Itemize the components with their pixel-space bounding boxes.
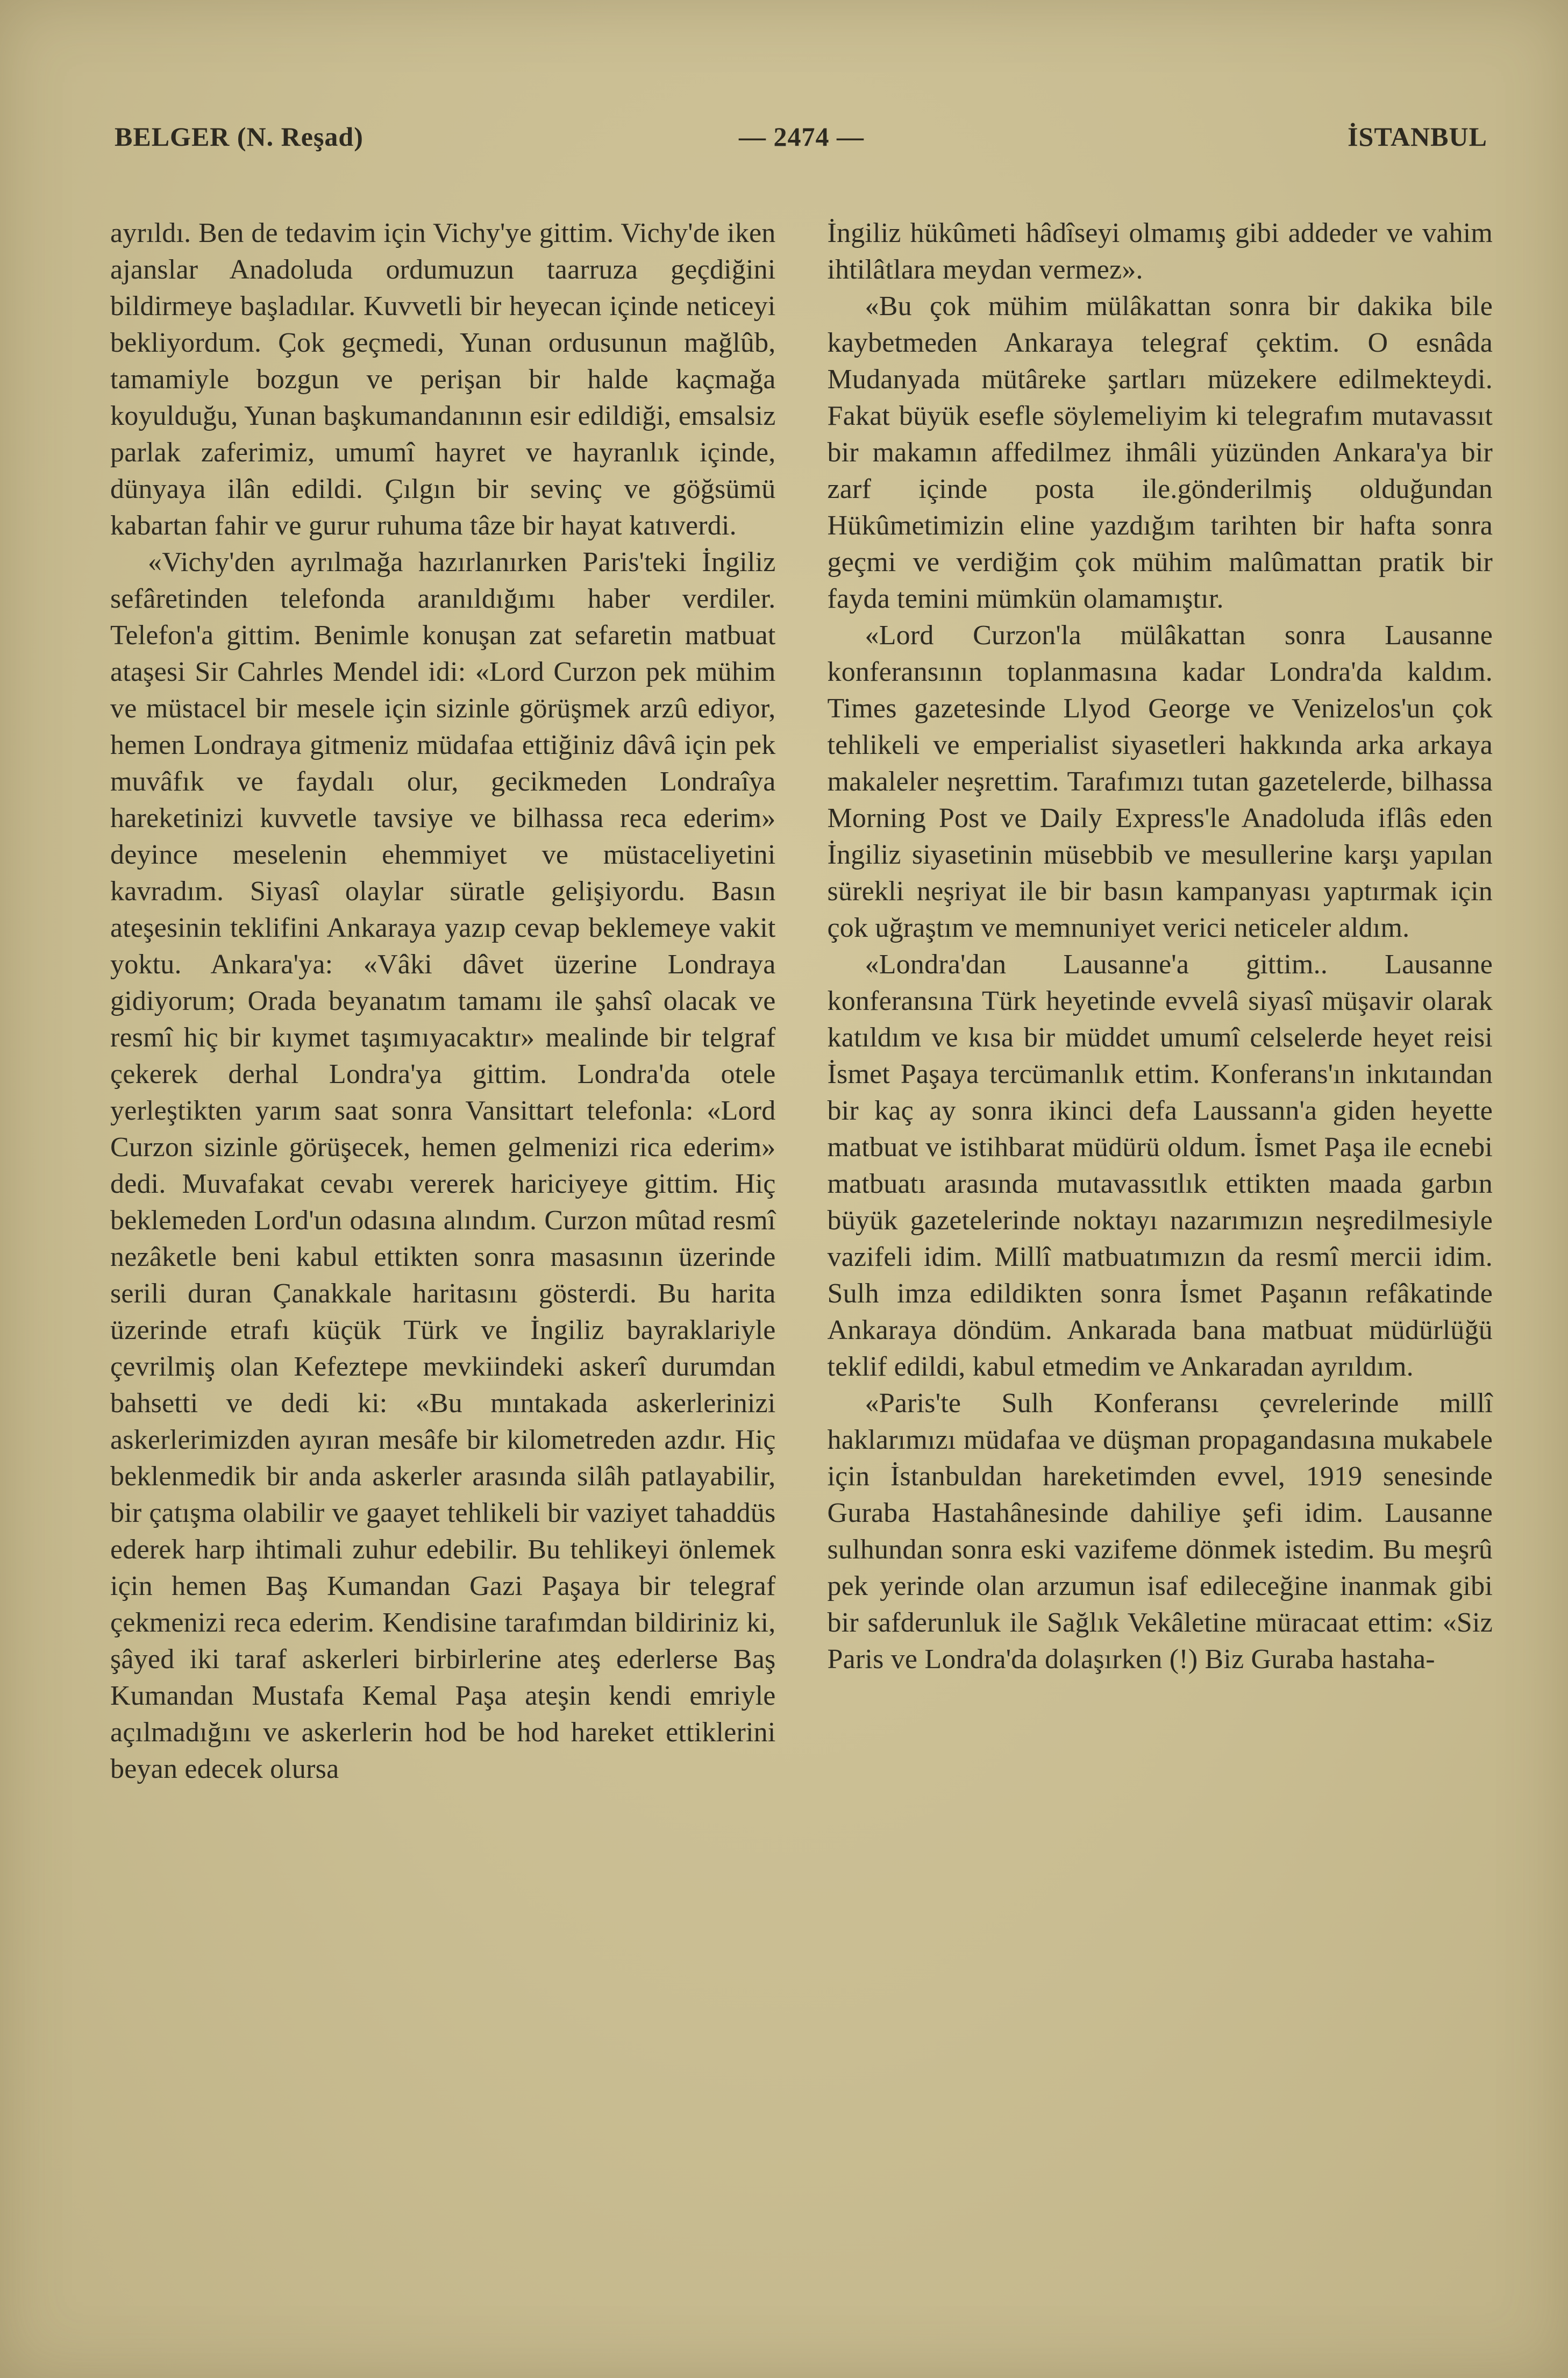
paragraph: İngiliz hükûmeti hâdîseyi olmamış gibi addeder ve vahim ihtilâtlara meydan vermez». [827, 218, 1493, 285]
paragraph: «Vichy'den ayrılmağa hazırlanırken Paris'teki İngiliz sefâretinden telefonda aranıldığımı haber verdiler. Telefon'a gittim. Benimle konuşan zat sefaretin matbuat ataşesi Sir Cahrles Mendel idi: «Lord Curzon pek mühim ve müstacel bir mesele için sizinle görüşmek arzû ediyor, hemen Londraya gitmeniz müdafaa ettiğiniz dâvâ için pek muvâfık ve faydalı olur, gecikmeden Londraîya hareketinizi kuvvetle tavsiye ve bilhassa reca ederim» deyince meselenin ehemmiyet ve müstaceliyetini kavradım. Siyasî olaylar süratle gelişiyordu. Basın ateşesinin teklifini Ankaraya yazıp cevap beklemeye vakit yoktu. Ankara'ya: «Vâki dâvet üzerine Londraya gidiyorum; Orada beyanatım tamamı ile şahsî olacak ve resmî hiç bir kıymet taşımıyacaktır» mealinde bir telgraf çekerek derhal Londra'ya gittim. Londra'da otele yerleştikten yarım saat sonra Vansittart telefonla: «Lord Curzon sizinle görüşecek, hemen gelmenizi rica ederim» dedi. Muvafakat cevabı vererek hariciyeye gittim. Hiç beklemeden Lord'un odasına alındım. Curzon mûtad resmî nezâketle beni kabul ettikten sonra masasının üzerinde serili duran Çanakkale haritasını gösterdi. Bu harita üzerinde etrafı küçük Türk ve İngiliz bayraklariyle çevrilmiş olan Kefeztepe mevkiindeki askerî durumdan bahsetti ve dedi ki: «Bu mıntakada askerlerinizi askerlerimizden ayıran mesâfe bir kilometreden azdır. Hiç beklenmedik bir anda askerler arasında silâh patlayabilir, bir çatışma olabilir ve gaayet tehlikeli bir vaziyet tahaddüs ederek harp ihtimali zuhur edebilir. Bu tehlikeyi önlemek için hemen Baş Kumandan Gazi Paşaya bir telegraf çekmenizi reca ederim. Kendisine tarafımdan bildiriniz ki, şâyed iki taraf askerleri birbirlerine ateş ederlerse Baş Kumandan Mustafa Kemal Paşa ateşin kendi emriyle açılmadığını ve askerlerin hod be hod hareket ettiklerini beyan edecek olursa [110, 547, 776, 1784]
header-page-number: — 2474 — [739, 122, 864, 152]
paragraph: «Londra'dan Lausanne'a gittim.. Lausanne konferansına Türk heyetinde evvelâ siyasî müşavir olarak katıldım ve kısa bir müddet umumî celselerde heyet reisi İsmet Paşaya tercümanlık ettim. Konferans'ın inkıtaından bir kaç ay sonra ikinci defa Laussann'a giden heyette matbuat ve istihbarat müdürü oldum. İsmet Paşa ile ecnebi matbuatı arasında mutavassıtlık ettikten maada garbın büyük gazetelerinde noktayı nazarımızın neşredilmesiyle vazifeli idim. Millî matbuatımızın da resmî mercii idim. Sulh imza edildikten sonra İsmet Paşanın refâkatinde Ankaraya döndüm. Ankarada bana matbuat müdürlüğü teklif edildi, kabul etmedim ve Ankaradan ayrıldım. [827, 949, 1493, 1382]
paragraph: «Paris'te Sulh Konferansı çevrelerinde millî haklarımızı müdafaa ve düşman propagandasına mukabele için İstanbuldan hareketimden evvel, 1919 senesinde Guraba Hastahânesinde dahiliye şefi idim. Lausanne sulhundan sonra eski vazifeme dönmek istedim. Bu meşrû pek yerinde olan arzumun isaf edileceğine inanmak gibi bir safderunluk ile Sağlık Vekâletine müracaat ettim: «Siz Paris ve Londra'da dolaşırken (!) Biz Guraba hastaha- [827, 1388, 1493, 1675]
column-right [828, 215, 1493, 1788]
header-entry-title: BELGER (N. Reşad) [115, 122, 364, 152]
text-columns [110, 215, 1493, 1788]
paragraph: «Bu çok mühim mülâkattan sonra bir dakika bile kaybetmeden Ankaraya telegraf çektim. O esnâda Mudanyada mütâreke şartları müzekere edilmekteydi. Fakat büyük esefle söylemeliyim ki telegrafım mutavassıt bir makamın affedilmez ihmâli yüzünden Ankara'ya bir zarf içinde posta ile.gönderilmiş olduğundan Hükûmetimizin eline yazdığım tarihten bir hafta sonra geçmi ve verdiğim çok mühim malûmattan pratik bir fayda temini mümkün olamamıştır. [827, 291, 1493, 614]
column-left [110, 215, 776, 1788]
page-header [110, 121, 1493, 159]
header-section-title: İSTANBUL [1348, 122, 1487, 152]
paragraph: «Lord Curzon'la mülâkattan sonra Lausanne konferansının toplanmasına kadar Londra'da kaldım. Times gazetesinde Llyod George ve Venizelos'un çok tehlikeli ve emperialist siyasetleri hakkında arka arkaya makaleler neşrettim. Tarafımızı tutan gazetelerde, bilhassa Morning Post ve Daily Express'le Anadoluda iflâs eden İngiliz siyasetinin müsebbib ve mesullerine karşı yapılan sürekli neşriyat ile bir basın kampanyası yaptırmak için çok uğraştım ve memnuniyet verici neticeler aldım. [827, 620, 1493, 943]
paragraph: ayrıldı. Ben de tedavim için Vichy'ye gittim. Vichy'de iken ajanslar Anadoluda ordumuzun taarruza geçdiğini bildirmeye başladılar. Kuvvetli bir heyecan içinde neticeyi bekliyordum. Çok geçmedi, Yunan ordusunun mağlûb, tamamiyle bozgun ve perişan bir halde kaçmağa koyulduğu, Yunan başkumandanının esir edildiği, emsalsiz parlak zaferimiz, umumî hayret ve hayranlık içinde, dünyaya ilân edildi. Çılgın bir sevinç ve göğsümü kabartan fahir ve gurur ruhuma tâze bir hayat katıverdi. [110, 218, 776, 541]
